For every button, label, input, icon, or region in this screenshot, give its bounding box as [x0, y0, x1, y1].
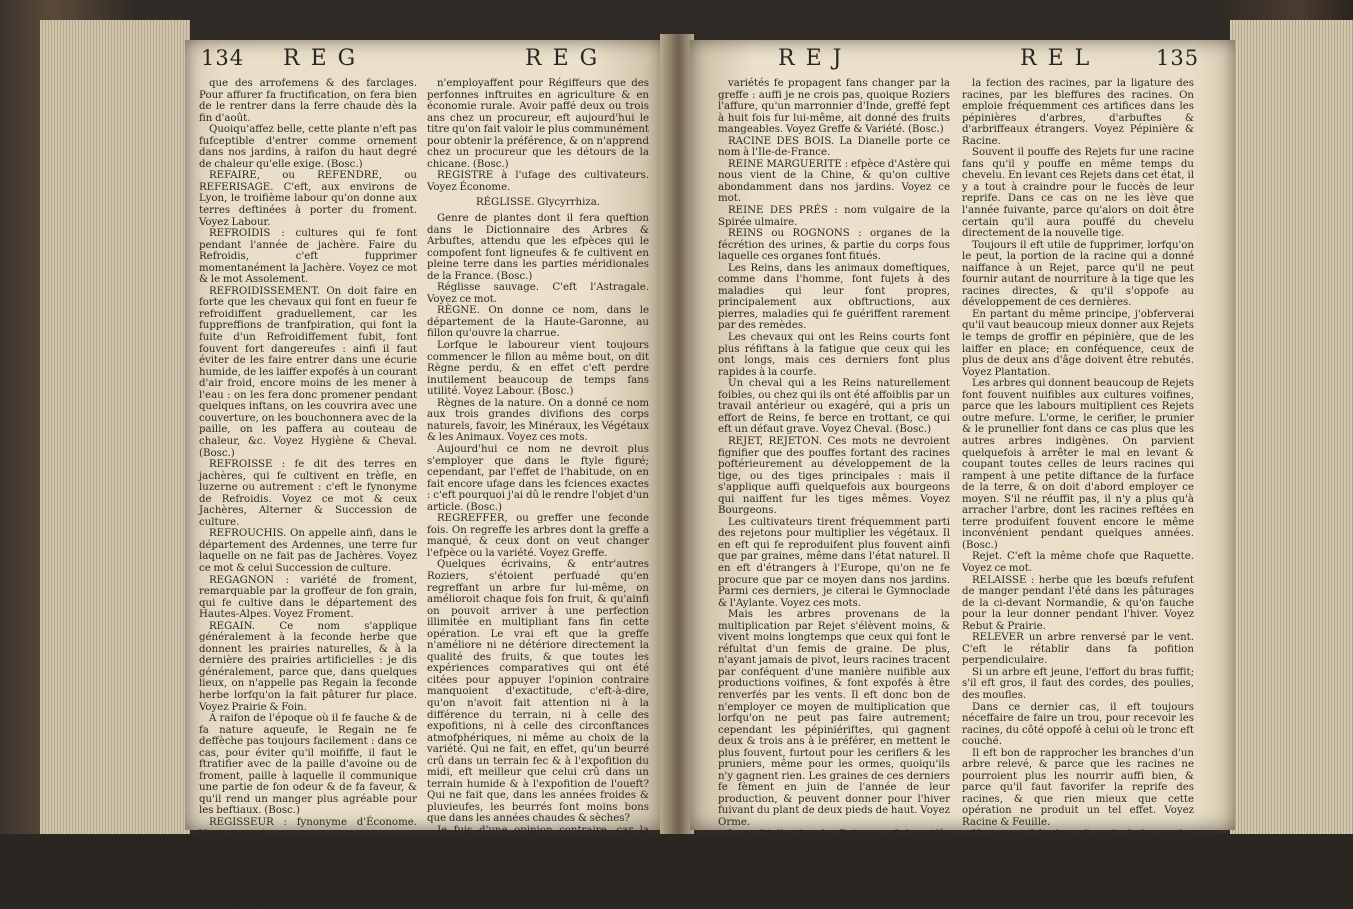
paragraph: La multiplication des Rejetons eft favorifée par: [718, 828, 950, 852]
paragraph: Les chevaux qui ont les Reins courts font plus réfiftans à la fatigue que ceux qui les ont longs, mais ces derniers font plus rapides à la courfe.: [718, 332, 950, 378]
right-page-column-2: [962, 78, 1194, 863]
paragraph: Lorfque le laboureur vient toujours commencer le fillon au même bout, on dit Règne perdu, & en effet c'eft perdre inutilement beaucoup de temps fans utilité. Voyez Labour. (Bosc.): [427, 340, 649, 398]
paragraph: REFAIRE, ou REFENDRE, ou REFERISAGE. C'eft, aux environs de Lyon, le troifième labour qu'on donne aux terres deftinées à porter du froment. Voyez Labour.: [199, 170, 417, 228]
paragraph: Il eft bon de rapprocher les branches d'un arbre relevé, & parce que les racines ne pourroient plus les nourrir auffi bien, & parce qu'il faut favorifer la reprife des racines, & que rien mieux que cette opération ne produit un tel effet. Voyez Racine & Feuille.: [962, 747, 1194, 828]
paragraph: Les Reins, dans les animaux domeftiques, comme dans l'homme, font fujets à des maladies qui leur font propres, principalement aux obftructions, aux pierres, maladies qui fe guériffent rarement par des remèdes.: [718, 262, 950, 332]
paragraph: REINE MARGUERITE : efpèce d'Astère qui nous vient de la Chine, & qu'on cultive abondamment dans nos jardins. Voyez ce mot.: [718, 158, 950, 205]
paragraph: Rejet. C'eft la même chofe que Raquette. Voyez ce mot.: [962, 551, 1194, 574]
page-edges-right: [1230, 20, 1353, 834]
right-page-column-1: [718, 78, 950, 852]
paragraph: Réglisse sauvage. C'eft l'Astragale. Voyez ce mot.: [427, 282, 649, 305]
left-running-head-2: REG: [525, 46, 609, 71]
paragraph: Genre de plantes dont il fera queftion dans le Dictionnaire des Arbres & Arbuftes, attendu que les efpèces qui le compofent font ligneufes & fe cultivent en pleine terre dans les parties méridionales de la France. (Bosc.): [427, 213, 649, 282]
paragraph: Un Régiffeur femble cependant avoir reçu une éducation plus diftinguée, & furveiller une plus grande étendue de bien.: [199, 840, 417, 886]
paragraph: REGREFFER, ou greffer une feconde fois. On regreffe les arbres dont la greffe a manqué, & ceux dont on veut changer l'efpèce ou la variété. Voyez Greffe.: [427, 513, 649, 559]
paragraph: Un cheval qui a les Reins naturellement foibles, ou chez qui ils ont été affoiblis par un travail antérieur ou exagéré, qui a pris un effort de Reins, fe berce en trottant, ce qui eft un défaut grave. Voyez Cheval. (Bosc.): [718, 378, 950, 436]
paragraph: REFROIDISSEMENT. On doit faire en forte que les chevaux qui font en fueur fe refroidiffent graduellement, car les fuppreffions de tranfpiration, qui font la fuite d'un Refroidiffement fubit, font fouvent fort dangereufes : ainfi il faut éviter de les faire entrer dans une écurie humide, de les laiffer expofés à un courant d'air froid, encore moins de les mener à l'eau : on les fera donc promener pendant quelques inftans, on les couvrira avec une couverture, on les bouchonnera avec de la paille, on les paffera au couteau de chaleur, &c. Voyez Hygiène & Cheval. (Bosc.): [199, 285, 417, 459]
paragraph: Les cultivateurs tirent fréquemment parti des rejetons pour multiplier les végétaux. Il en eft qui fe reproduifent plus fouvent ainfi que par graines, même dans l'état naturel. Il en eft d'étrangers à l'Europe, qu'on ne fe procure que par ce moyen dans nos jardins. Parmi ces derniers, je citerai le Gymnoclade & l'Aylante. Voyez ces mots.: [718, 516, 950, 609]
paragraph: Toujours il eft utile de fupprimer, lorfqu'on le peut, la portion de la racine qui a donné naiffance à un Rejet, parce qu'il ne peut fournir autant de nourriture à la tige que les racines directes, & qu'il s'oppofe au développement de ces dernières.: [962, 239, 1194, 309]
left-page-column-1: [199, 78, 417, 909]
paragraph: RELAISSE : herbe que les bœufs refufent de manger pendant l'été dans les pâturages de la ci-devant Normandie, & qu'on fauche pour la leur donner pendant l'hiver. Voyez Rebut & Prairie.: [962, 574, 1194, 632]
paragraph: la fection des racines, par la ligature des racines, par les bleffures des racines. On emploie fréquemment ces artifices dans les pépinières d'arbres, d'arbuftes & d'arbriffeaux étrangers. Voyez Pépinière & Racine.: [962, 78, 1194, 147]
paragraph: RACINE DES BOIS. La Dianelle porte ce nom à l'Ile-de-France.: [718, 135, 950, 159]
right-page-number: 135: [1156, 46, 1200, 70]
paragraph: A raifon de l'époque où il fe fauche & de fa nature aqueufe, le Regain ne fe deffèche pas toujours facilement : dans ce cas, pour éviter qu'il moififfe, il faut le ftratifier avec de la paille d'avoine ou de froment, paille à laquelle il communique une partie de fon odeur & de fa faveur, & qu'il rend un manger plus agréable pour les beftiaux. (Bosc.): [199, 713, 417, 817]
page-edges-left: [40, 20, 190, 834]
right-page: [690, 40, 1235, 863]
left-running-head-1: REG: [283, 46, 367, 71]
paragraph: Un tuteur, fi l'arbre eft petit, & des cordes attachées à un arbre voifin ou à des pieux éloignés: [962, 828, 1194, 863]
paragraph: REFROIDIS : cultures qui fe font pendant l'année de jachère. Faire du Refroidis, c'eft fupprimer momentanément la Jachère. Voyez ce mot & le mot Assolement.: [199, 228, 417, 286]
paragraph: REFROUCHIS. On appelle ainfi, dans le département des Ardennes, une terre fur laquelle on ne fait pas de Jachères. Voyez ce mot & celui Succession de culture.: [199, 528, 417, 574]
paragraph: Si un arbre eft jeune, l'effort du bras fuffit; s'il eft gros, il faut des cordes, des poulies, des moufles.: [962, 666, 1194, 701]
paragraph: RÈGNE. On donne ce nom, dans le département de la Haute-Garonne, au fillon qu'ouvre la charrue.: [427, 305, 649, 340]
left-page-number: 134: [201, 46, 245, 70]
paragraph: Quoiqu'affez belle, cette plante n'eft pas fufceptible d'entrer comme ornement dans nos jardins, à raifon du haut degré de chaleur qu'elle exige. (Bosc.): [199, 124, 417, 170]
paragraph: REJET, REJETON. Ces mots ne devroient fignifier que des pouffes fortant des racines poftérieurement au développement de la tige, ou des tiges principales : mais il s'applique auffi quelquefois aux bourgeons qui naiffent fur les tiges mêmes. Voyez Bourgeons.: [718, 435, 950, 517]
paragraph: Règnes de la nature. On a donné ce nom aux trois grandes divifions des corps naturels, favoir, les Minéraux, les Végétaux & les Animaux. Voyez ces mots.: [427, 397, 649, 444]
paragraph: Mais les arbres provenans de la multiplication par Rejet s'élèvent moins, & vivent moins longtemps que ceux qui font le réfultat d'un femis de graine. De plus, n'ayant jamais de pivot, leurs racines tracent par conféquent d'une manière nuifible aux productions voifines, & font expofés à être renverfés par les vents. Il eft donc bon de n'employer ce moyen de multiplication que lorfqu'on ne peut pas faire autrement; cependant les pépiniériftes, qui gagnent deux & trois ans à le préférer, en mettent le plus fouvent, furtout pour les ceriflers & les pruniers, même pour les ormes, quoiqu'ils n'y gagnent rien. Les graines de ces derniers fe fèment en juin de l'année de leur production, & peuvent donner pour l'hiver fuivant du plant de deux pieds de haut. Voyez Orme.: [718, 609, 950, 828]
right-running-head-1: REJ: [778, 46, 853, 71]
paragraph: Il feroit bien à defirer que les propriétaires: [199, 886, 417, 909]
left-page-column-2: [427, 78, 649, 860]
paragraph: Aujourd'hui ce nom ne devroit plus s'employer que dans le ftyle figuré; cependant, par l'effet de l'habitude, on en fait encore ufage dans les fciences exactes : c'eft pourquoi j'ai dû le rendre l'objet d'un article. (Bosc.): [427, 443, 649, 513]
paragraph: Quelques écrivains, & entr'autres Roziers, s'étoient perfuadé qu'en regreffant un arbre fur lui-même, on amélioroit chaque fois fon fruit, & qu'ainfi on pouvoit arriver à une perfection illimitée en multipliant fans fin cette opération. Le vrai eft que la greffe n'améliore ni ne détériore directement la qualité des fruits, & que toutes les expériences comparatives qui ont été citées pour appuyer l'opinion contraire manquoient d'exactitude, c'eft-à-dire, qu'on n'avoit fait attention ni à la différence du terrain, ni à celle des expofitions, ni à celle des circonftances atmofphériques, ni même au choix de la variété. Qui ne fait, en effet, qu'un beurré crû dans un terrain fec & à l'expofition du midi, eft meilleur que celui crû dans un terrain humide & à l'expofition de l'oueft? Qui ne fait que, dans les années froides & pluvieufes, les beurrés font moins bons que dans les années chaudes & sèches?: [427, 559, 649, 825]
paragraph: REGAIN. Ce nom s'applique généralement à la feconde herbe que donnent les prairies naturelles, & à la dernière des prairies artificielles : je dis généralement, parce que, dans quelques lieux, on n'appelle pas Regain la feconde herbe lorfqu'on la fait pâturer fur place. Voyez Prairie & Foin.: [199, 620, 417, 713]
paragraph: REGISSEUR : fynonyme d'Économe. Voyez ce mot.: [199, 817, 417, 840]
paragraph: RÉGLISSE. Glycyrrhiza.: [475, 197, 601, 209]
paragraph: variétés fe propagent fans changer par la greffe : auffi je ne crois pas, quoique Roziers l'affure, qu'un marronnier d'Inde, greffé fept à huit fois fur lui-même, ait donné des fruits mangeables. Voyez Greffe & Variété. (Bosc.): [718, 78, 950, 136]
paragraph: Souvent il pouffe des Rejets fur une racine fans qu'il y pouffe en même temps du chevelu. En levant ces Rejets dans cet état, il y a tout à craindre pour le fuccès de leur reprife. Dans ce cas on ne les lève que l'année fuivante, parce qu'alors on doit être certain qu'il aura pouffé du chevelu directement de la nouvelle tige.: [962, 147, 1194, 240]
paragraph: n'employaffent pour Régiffeurs que des perfonnes inftruites en agriculture & en économie rurale. Avoir paffé deux ou trois ans chez un procureur, eft aujourd'hui le titre qu'on fait valoir le plus communément pour obtenir la préférence, & on n'apprend chez un procureur que les détours de la chicane. (Bosc.): [427, 78, 649, 170]
paragraph: REINS ou ROGNONS : organes de la fécrétion des urines, & partie du corps fous laquelle ces organes font fitués.: [718, 228, 950, 263]
left-page: [185, 40, 663, 909]
paragraph: Dans ce dernier cas, il eft toujours néceffaire de faire un trou, pour recevoir les racines, du côté oppofé à celui où le tronc eft couché.: [962, 701, 1194, 748]
paragraph: En partant du même principe, j'obferverai qu'il vaut beaucoup mieux donner aux Rejets le temps de groffir en pépinière, que de les laiffer en place; en conféquence, ceux de plus de deux ans d'âge doivent être rebutés. Voyez Plantation.: [962, 308, 1194, 378]
paragraph: que des arrofemens & des farclages. Pour affurer fa fructification, on fera bien de le rentrer dans la ferre chaude dès la fin d'août.: [199, 78, 417, 124]
paragraph: REGAGNON : variété de froment, remarquable par la groffeur de fon grain, qui fe cultive dans le département des Hautes-Alpes. Voyez Froment.: [199, 574, 417, 621]
paragraph: Je fuis d'une opinion contraire, car la théorie & la pratique prouvent que les efpèces & les: [427, 825, 649, 860]
book-gutter: [660, 34, 694, 834]
paragraph: Les arbres qui donnent beaucoup de Rejets font fouvent nuifibles aux cultures voifines, parce que les labours multiplient ces Rejets outre mefure. L'orme, le cerifier, le prunier & le prunellier font dans ce cas plus que les autres arbres indigènes. On parvient quelquefois à arrêter le mal en levant & coupant toutes celles de leurs racines qui rampent à une petite diftance de la furface de la terre, & on doit d'abord employer ce moyen. S'il ne réuffit pas, il n'y a plus qu'à arracher l'arbre, dont les racines reftées en terre produifent fouvent encore le même inconvénient pendant quelques années. (Bosc.): [962, 378, 1194, 551]
paragraph: REGISTRE à l'ufage des cultivateurs. Voyez Économe.: [427, 170, 649, 193]
right-running-head-2: REL: [1020, 46, 1101, 71]
paragraph: RELEVER un arbre renversé par le vent. C'eft le rétablir dans fa pofition perpendiculaire.: [962, 632, 1194, 667]
paragraph: REINE DES PRÉS : nom vulgaire de la Spirée ulmaire.: [718, 205, 950, 228]
paragraph: REFROISSE : fe dit des terres en jachères, qui fe cultivent en trèfle, en luzerne ou autrement : c'eft le fynonyme de Refroidis. Voyez ce mot & ceux Jachères, Alterner & Succession de culture.: [199, 459, 417, 528]
